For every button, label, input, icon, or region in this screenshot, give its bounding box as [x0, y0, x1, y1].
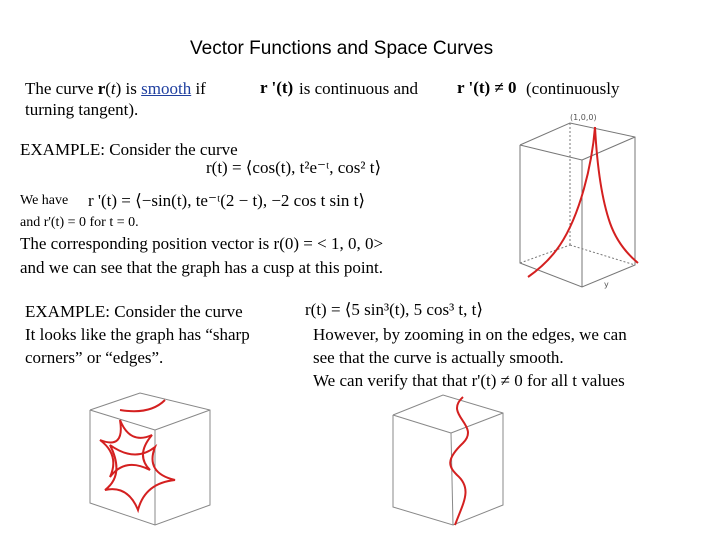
smooth-definition-line1	[25, 79, 206, 99]
def-continuous-text: is continuous and	[299, 79, 418, 98]
example1-derivative-formula: r '(t) = ⟨−sin(t), te⁻ᵗ(2 − t), −2 cos t sin t⟩	[88, 191, 366, 210]
example1-heading: EXAMPLE: Consider the curve	[20, 140, 238, 159]
cusp-line: and we can see that the graph has a cusp at this point.	[20, 258, 384, 277]
nonzero-condition: r '(t) ≠ 0	[457, 78, 517, 97]
def-t: t	[110, 79, 116, 98]
position-vector-line: The corresponding position vector is r(0) = < 1, 0, 0>	[20, 234, 384, 253]
def-text-a: The curve	[25, 79, 98, 98]
plot-box-right	[393, 395, 503, 525]
def-paren-open: (	[105, 79, 111, 98]
cusp-curve-plot	[500, 105, 660, 290]
def-r: r	[97, 79, 106, 98]
plot-box	[520, 123, 635, 287]
example2-heading: EXAMPLE: Consider the curve	[25, 302, 243, 321]
slide-title: Vector Functions and Space Curves	[190, 38, 494, 59]
verify-line: We can verify that that r'(t) ≠ 0 for all t values	[313, 371, 625, 390]
example1-curve-formula: r(t) = ⟨cos(t), t²e⁻ᵗ, cos² t⟩	[206, 158, 382, 177]
zoom-line2: see that the curve is actually smooth.	[313, 348, 564, 367]
we-have-label: We have	[20, 193, 69, 208]
zero-derivative-line: and r'(t) = 0 for t = 0.	[20, 215, 139, 230]
astroid-helix-plot	[80, 385, 220, 535]
def-text-d: if	[191, 79, 206, 98]
derivative-condition: r '(t)	[260, 78, 294, 97]
zoomed-corner-plot	[383, 385, 513, 535]
cusp-point-label: (1,0,0)	[570, 113, 597, 122]
plot-y-axis-label: y	[604, 280, 609, 289]
plot-box-left	[90, 393, 210, 525]
sharp-corners-line1: It looks like the graph has “sharp	[25, 325, 250, 344]
def-text-c: ) is	[115, 79, 142, 98]
example2-curve-formula: r(t) = ⟨5 sin³(t), 5 cos³ t, t⟩	[305, 300, 483, 319]
zoom-line1: However, by zooming in on the edges, we can	[313, 325, 627, 344]
def-line2: turning tangent).	[25, 100, 139, 119]
smooth-link[interactable]: smooth	[141, 79, 192, 98]
sharp-corners-line2: corners” or “edges”.	[25, 348, 164, 367]
def-continuously-text: (continuously	[526, 79, 620, 98]
